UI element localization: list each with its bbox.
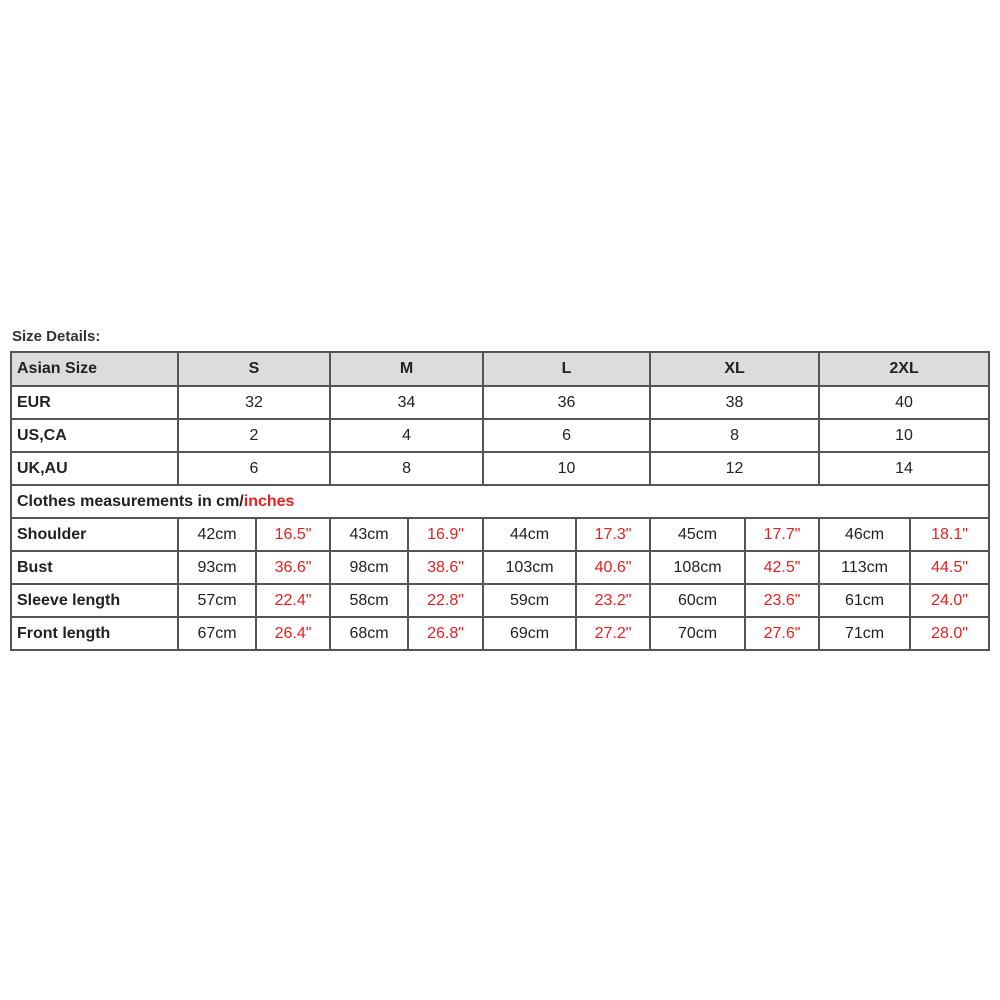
conversion-value: 6 [483,419,650,452]
cm-value: 43cm [330,518,408,551]
cm-value: 103cm [483,551,576,584]
inch-value: 16.5" [256,518,330,551]
size-details-table [10,351,990,651]
inch-value: 23.2" [576,584,650,617]
conversion-value: 36 [483,386,650,419]
row-label: Shoulder [11,518,178,551]
conversion-value: 40 [819,386,989,419]
section-title-prefix: Clothes measurements in cm/ [17,492,244,510]
section-title [11,485,989,518]
conversion-value: 10 [819,419,989,452]
conversion-value: 32 [178,386,330,419]
size-header: L [483,352,650,386]
conversion-row-us-ca [11,419,989,452]
inch-value: 28.0" [910,617,989,650]
inch-value: 27.6" [745,617,819,650]
cm-value: 93cm [178,551,256,584]
conversion-value: 10 [483,452,650,485]
inch-value: 38.6" [408,551,483,584]
inch-value: 26.4" [256,617,330,650]
cm-value: 42cm [178,518,256,551]
measurement-row-shoulder [11,518,989,551]
measurement-row-bust [11,551,989,584]
size-header: M [330,352,483,386]
row-label: UK,AU [11,452,178,485]
inch-value: 24.0" [910,584,989,617]
conversion-value: 14 [819,452,989,485]
header-row [11,352,989,386]
inch-value: 17.3" [576,518,650,551]
inch-value: 36.6" [256,551,330,584]
row-label: Sleeve length [11,584,178,617]
conversion-value: 38 [650,386,819,419]
conversion-value: 2 [178,419,330,452]
inch-value: 42.5" [745,551,819,584]
conversion-value: 12 [650,452,819,485]
cm-value: 57cm [178,584,256,617]
cm-value: 59cm [483,584,576,617]
row-label: Bust [11,551,178,584]
inch-value: 22.8" [408,584,483,617]
cm-value: 60cm [650,584,745,617]
inch-value: 17.7" [745,518,819,551]
conversion-value: 4 [330,419,483,452]
cm-value: 113cm [819,551,910,584]
inch-value: 27.2" [576,617,650,650]
cm-value: 46cm [819,518,910,551]
cm-value: 71cm [819,617,910,650]
section-title-row [11,485,989,518]
inch-value: 26.8" [408,617,483,650]
cm-value: 70cm [650,617,745,650]
size-header: XL [650,352,819,386]
cm-value: 67cm [178,617,256,650]
conversion-value: 6 [178,452,330,485]
row-label: Front length [11,617,178,650]
inch-value: 23.6" [745,584,819,617]
inch-value: 44.5" [910,551,989,584]
measurement-row-sleeve-length [11,584,989,617]
conversion-value: 34 [330,386,483,419]
row-label: US,CA [11,419,178,452]
inch-value: 16.9" [408,518,483,551]
measurement-row-front-length [11,617,989,650]
cm-value: 61cm [819,584,910,617]
inch-value: 40.6" [576,551,650,584]
table-caption: Size Details: [12,328,101,345]
conversion-value: 8 [330,452,483,485]
inch-value: 18.1" [910,518,989,551]
size-header: S [178,352,330,386]
conversion-value: 8 [650,419,819,452]
cm-value: 68cm [330,617,408,650]
inch-value: 22.4" [256,584,330,617]
conversion-row-uk-au [11,452,989,485]
section-title-highlight: inches [243,492,295,510]
cm-value: 98cm [330,551,408,584]
size-header: 2XL [819,352,989,386]
conversion-row-eur [11,386,989,419]
row-label: EUR [11,386,178,419]
cm-value: 44cm [483,518,576,551]
cm-value: 69cm [483,617,576,650]
cm-value: 108cm [650,551,745,584]
cm-value: 58cm [330,584,408,617]
cm-value: 45cm [650,518,745,551]
header-label: Asian Size [11,352,178,386]
